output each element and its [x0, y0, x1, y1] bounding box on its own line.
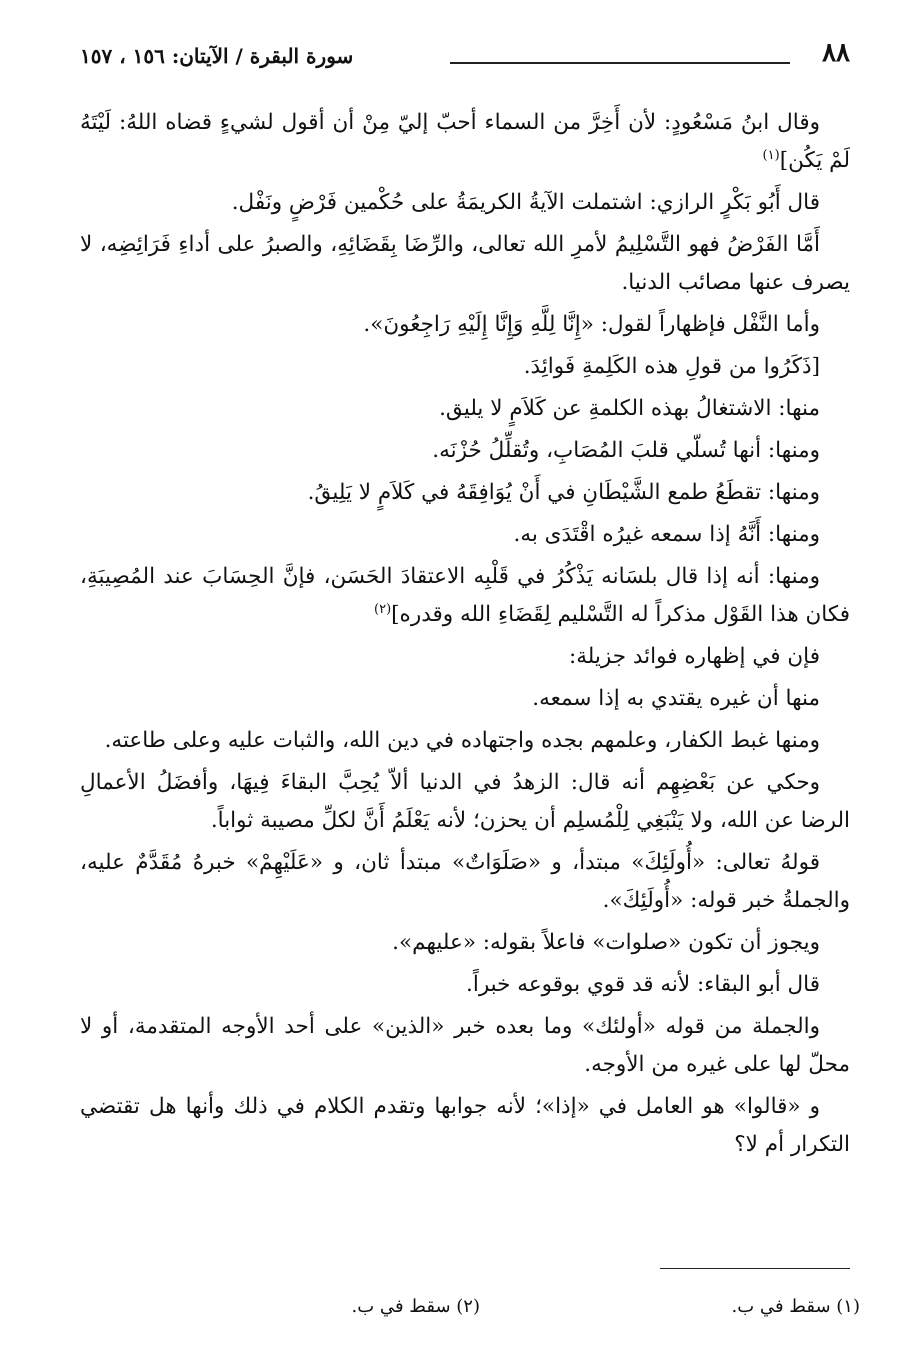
paragraph	[80, 680, 850, 718]
paragraph	[80, 638, 850, 676]
paragraph	[80, 1008, 850, 1084]
paragraph-text: و «قالوا» هو العامل في «إذا»؛ لأنه جوابها وتقدم الكلام في ذلك وأنها هل تقتضي التكرار أم لا؟	[80, 1094, 850, 1157]
paragraph-text: ويجوز أن تكون «صلوات» فاعلاً بقوله: «عليهم».	[392, 930, 820, 955]
paragraph-text: وقال ابنُ مَسْعُودٍ: لأن أَخِرَّ من السماء أحبّ إليّ مِنْ أن أقول لشيءٍ قضاه اللهُ: لَيْتَهُ لَمْ يَكُن]	[80, 110, 850, 173]
paragraph	[80, 1088, 850, 1164]
paragraph	[80, 348, 850, 386]
paragraph	[80, 966, 850, 1004]
paragraph	[80, 474, 850, 512]
paragraph-text: [ذَكَرُوا من قولِ هذه الكَلِمةِ فَوائِدَ.	[523, 354, 820, 379]
footnote-separator	[660, 1268, 850, 1269]
paragraph-text: والجملة من قوله «أولئك» وما بعده خبر «الذين» على أحد الأوجه المتقدمة، أو لا محلّ لها على غيره من الأوجه.	[80, 1014, 850, 1077]
paragraph-text: منها: الاشتغالُ بهذه الكلمةِ عن كَلاَمٍ لا يليق.	[439, 396, 820, 421]
footnote-reference: (٢)	[374, 601, 392, 617]
paragraph	[80, 390, 850, 428]
paragraph	[80, 516, 850, 554]
page-header	[80, 38, 850, 78]
footnote-2: (٢) سقط في ب.	[351, 1296, 480, 1317]
paragraph-text: أَمَّا الفَرْضُ فهو التَّسْلِيمُ لأمرِ الله تعالى، والرِّضَا بِقَضَائِهِ، والصبرُ على أداءِ فَرَائِضِه، لا يصرف عنها مصائب الدنيا.	[80, 232, 850, 295]
footnote-1: (١) سقط في ب.	[731, 1296, 860, 1317]
paragraph	[80, 722, 850, 760]
paragraph-text: ومنها: تقطَعُ طمع الشَّيْطَانِ في أَنْ يُوَافِقَهُ في كَلاَمٍ لا يَلِيقُ.	[307, 480, 820, 505]
paragraph-text: قال أَبُو بَكْرٍ الرازي: اشتملت الآيةُ الكريمَةُ على حُكْمين فَرْضٍ ونَفْل.	[231, 190, 820, 215]
paragraph	[80, 104, 850, 180]
main-text	[80, 104, 850, 1168]
header-rule	[450, 62, 790, 64]
paragraph-text: ومنها: أنها تُسلّي قلبَ المُصَابِ، وتُقلِّلُ حُزْنَه.	[432, 438, 820, 463]
paragraph	[80, 306, 850, 344]
paragraph-text: ومنها: أنه إذا قال بلسَانه يَذْكُرُ في قَلْبِه الاعتقادَ الحَسَن، فإنَّ الحِسَابَ عند المُصِيبَةِ، فكان هذا القَوْل مذكراً له التَّسْليم لِقَضَاءِ الله وقدره]	[80, 564, 850, 627]
footnote-reference: (١)	[762, 147, 780, 163]
running-title: سورة البقرة / الآيتان: ١٥٦ ، ١٥٧	[80, 44, 354, 68]
paragraph-text: قولهُ تعالى: «أُولَئِكَ» مبتدأ، و «صَلَوَاتٌ» مبتدأ ثان، و «عَلَيْهِمْ» خبرهُ مُقَدَّمٌ عليه، والجملةُ خبر قوله: «أُولَئِكَ».	[80, 850, 850, 913]
paragraph	[80, 764, 850, 840]
paragraph	[80, 558, 850, 634]
paragraph-text: قال أبو البقاء: لأنه قد قوي بوقوعه خبراً.	[466, 972, 820, 997]
paragraph-text: ومنها: أَنَّهُ إذا سمعه غيرُه اقْتَدَى به.	[513, 522, 820, 547]
page-number: ٨٨	[822, 38, 850, 68]
paragraph	[80, 924, 850, 962]
paragraph-text: فإن في إظهاره فوائد جزيلة:	[569, 644, 820, 669]
paragraph-text: ومنها غبط الكفار، وعلمهم بجده واجتهاده في دين الله، والثبات عليه وعلى طاعته.	[104, 728, 820, 753]
paragraph-text: منها أن غيره يقتدي به إذا سمعه.	[532, 686, 820, 711]
paragraph-text: وأما النَّفْل فإظهاراً لقول: «إِنَّا لِلَّهِ وَإِنَّا إِلَيْهِ رَاجِعُونَ».	[363, 312, 820, 337]
paragraph	[80, 184, 850, 222]
paragraph-text: وحكي عن بَعْضِهِم أنه قال: الزهدُ في الدنيا ألاّ يُحِبَّ البقاءَ فِيهَا، وأفضَلُ الأعمالِ الرضا عن الله، ولا يَنْبَغِي لِلْمُسلِم أن يحزن؛ لأنه يَعْلَمُ أَنَّ لكلِّ مصيبة ثواباً.	[80, 770, 850, 833]
paragraph	[80, 226, 850, 302]
paragraph	[80, 432, 850, 470]
paragraph	[80, 844, 850, 920]
